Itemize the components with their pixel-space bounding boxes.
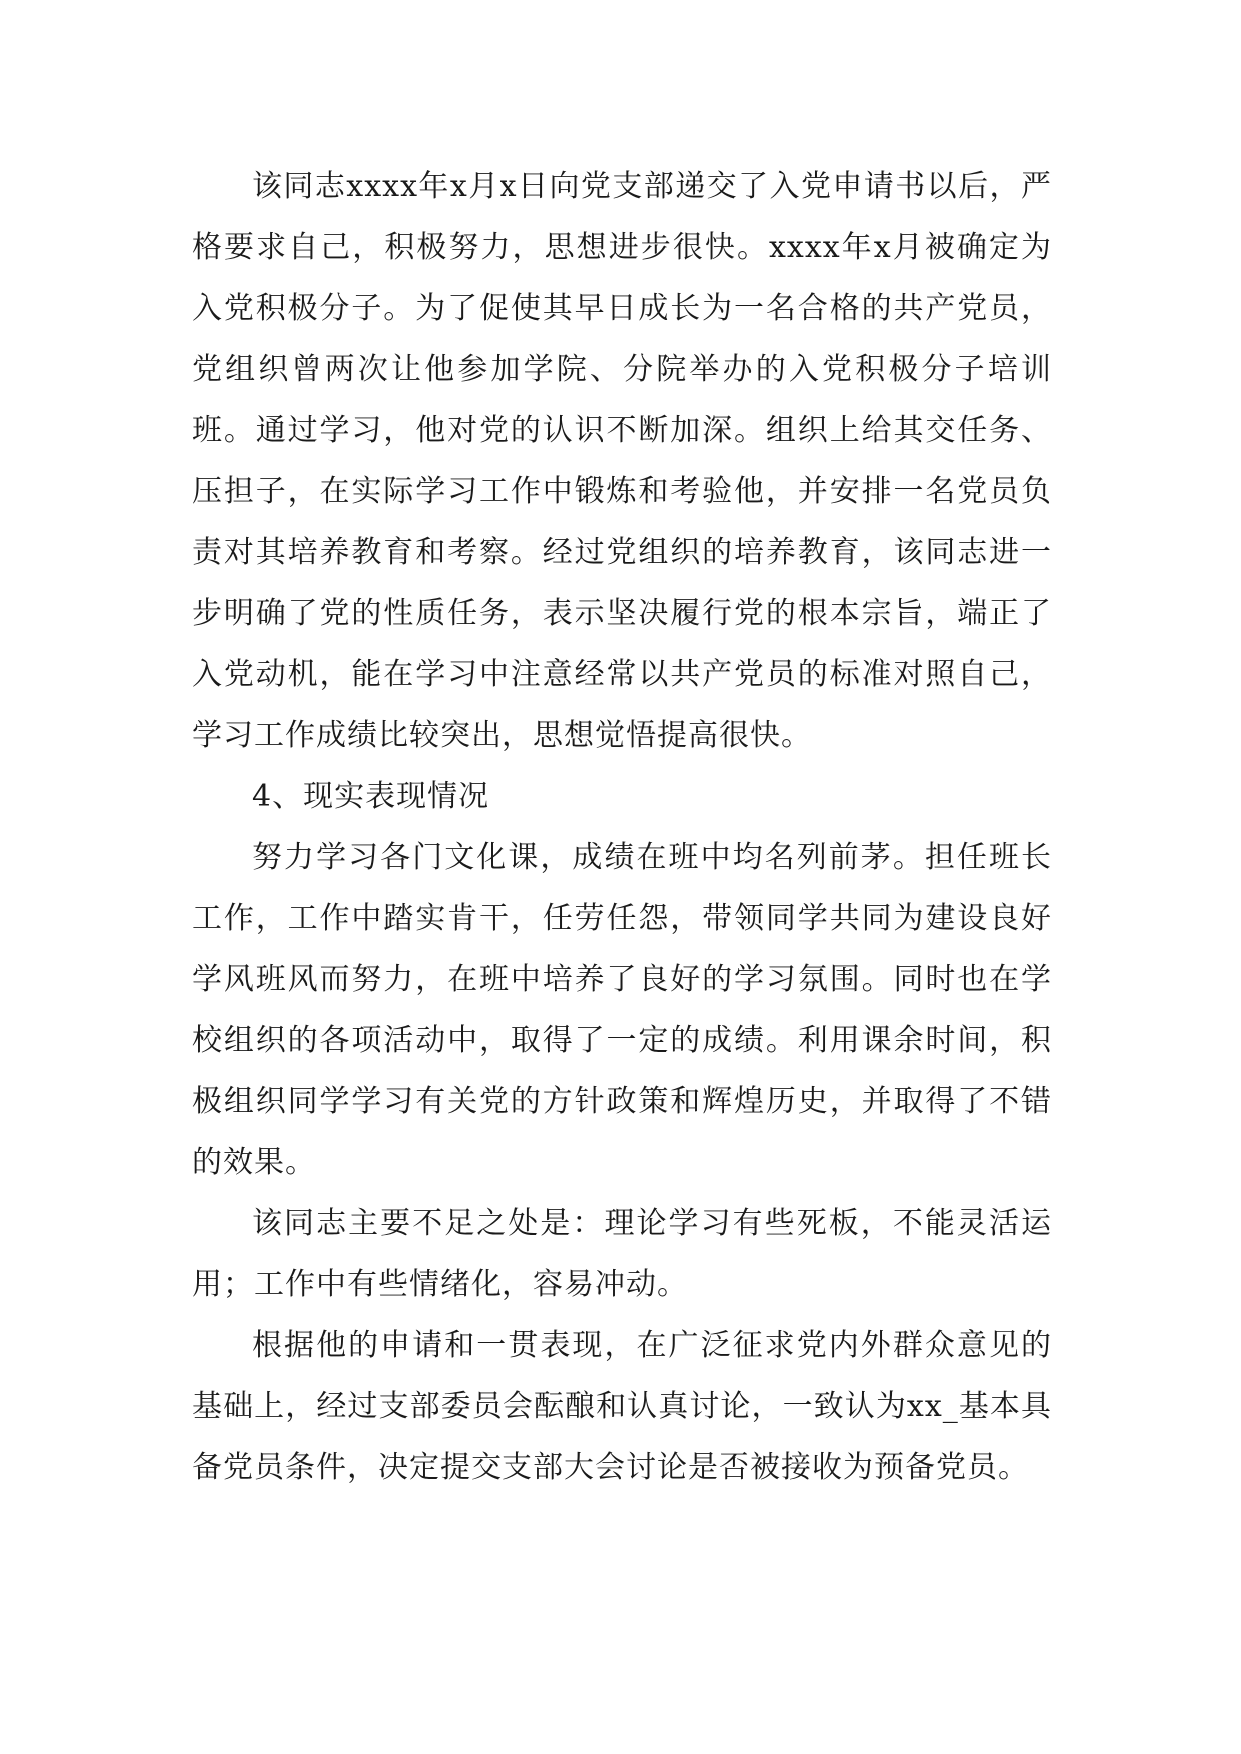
paragraph-shortcomings: 该同志主要不足之处是：理论学习有些死板，不能灵活运用；工作中有些情绪化，容易冲动。 xyxy=(192,1206,1052,1302)
paragraph-party-application: 该同志xxxx年x月x日向党支部递交了入党申请书以后，严格要求自己，积极努力，思想进步很快。xxxx年x月被确定为入党积极分子。为了促使其早日成长为一名合格的共产党员，党组织曾两次让他参加学院、分院举办的入党积极分子培训班。通过学习，他对党的认识不断加深。组织上给其交任务、压担子，在实际学习工作中锻炼和考验他，并安排一名党员负责对其培养教育和考察。经过党组织的培养教育，该同志进一步明确了党的性质任务，表示坚决履行党的根本宗旨，端正了入党动机，能在学习中注意经常以共产党员的标准对照自己，学习工作成绩比较突出，思想觉悟提高很快。 xyxy=(192,169,1052,753)
document-body xyxy=(192,156,1052,1498)
paragraph-study-performance: 努力学习各门文化课，成绩在班中均名列前茅。担任班长工作，工作中踏实肯干，任劳任怨，带领同学共同为建设良好学风班风而努力，在班中培养了良好的学习氛围。同时也在学校组织的各项活动中，取得了一定的成绩。利用课余时间，积极组织同学学习有关党的方针政策和辉煌历史，并取得了不错的效果。 xyxy=(192,840,1052,1180)
section-heading-current-performance: 4、现实表现情况 xyxy=(252,779,490,814)
paragraph-conclusion: 根据他的申请和一贯表现，在广泛征求党内外群众意见的基础上，经过支部委员会酝酿和认真讨论，一致认为xx_基本具备党员条件，决定提交支部大会讨论是否被接收为预备党员。 xyxy=(192,1328,1052,1485)
